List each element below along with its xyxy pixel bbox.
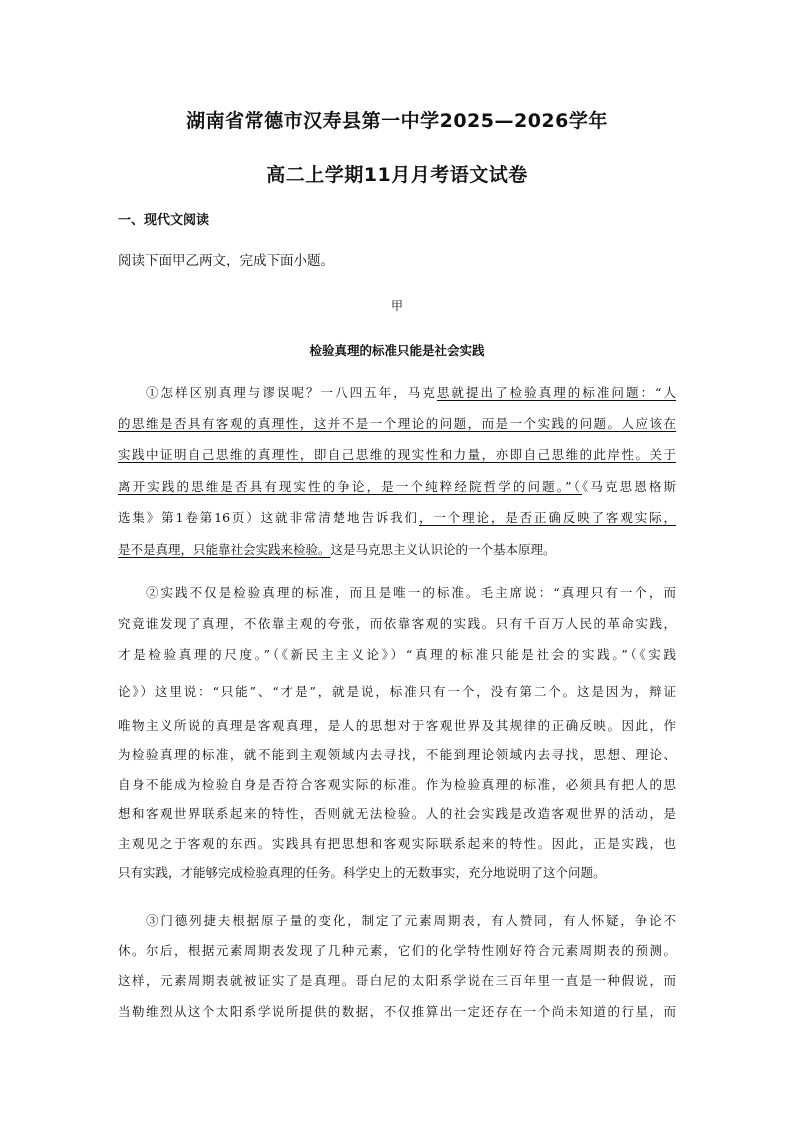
passage-line: 选集》第1卷第16页）这就非常清楚地告诉我们，一个理论，是否正确反映了客观实际， [118, 510, 676, 525]
passage-line: 的思维是否具有客观的真理性，这并不是一个理论的问题，而是一个实践的问题。人应该在 [118, 416, 676, 431]
passage-line: 是不是真理，只能靠社会实践来检验。这是马克思主义认识论的一个基本原理。 [118, 542, 556, 557]
article-title: 检验真理的标准只能是社会实践 [309, 343, 485, 358]
document-title-line-2: 高二上学期11月月考语文试卷 [266, 164, 528, 186]
passage-part-label: 甲 [390, 299, 403, 313]
passage-line: 这样，元素周期表就被证实了是真理。哥白尼的太阳系学说在三百年里一直是一种假说，而 [118, 973, 676, 988]
passage-line: 想和客观世界联系起来的特性，否则就无法检验。人的社会实践是改造客观世界的活动，是 [118, 806, 676, 821]
passage-line: 只有实践，才能够完成检验真理的任务。科学史上的无数事实，充分地说明了这个问题。 [118, 865, 606, 880]
passage-line: 为检验真理的标准，就不能到主观领域内去寻找，不能到理论领域内去寻找，思想、理论、 [118, 747, 676, 762]
passage-line: 主观见之于客观的东西。实践具有把思想和客观实际联系起来的特性。因此，正是实践，也 [118, 836, 676, 851]
passage-line: 论》）这里说：“只能”、“才是”，就是说，标准只有一个，没有第二个。这是因为，辩证 [118, 684, 676, 699]
passage-line: 唯物主义所说的真理是客观真理，是人的思想对于客观世界及其规律的正确反映。因此，作 [118, 718, 676, 733]
section-heading: 一、现代文阅读 [118, 213, 210, 228]
passage-line: ③门德列捷夫根据原子量的变化，制定了元素周期表，有人赞同，有人怀疑，争论不 [146, 913, 676, 928]
passage-line: 才是检验真理的尺度。”（《新民主主义论》）“真理的标准只能是社会的实践。”（《实践 [118, 647, 676, 662]
passage-line: 离开实践的思维是否具有现实性的争论，是一个纯粹经院哲学的问题。”（《马克思恩格斯 [118, 479, 676, 494]
passage-line: 休。尔后，根据元素周期表发现了几种元素，它们的化学特性刚好符合元素周期表的预测。 [118, 943, 676, 958]
document-title-line-1: 湖南省常德市汉寿县第一中学2025—2026学年 [186, 110, 608, 132]
reading-instruction: 阅读下面甲乙两文，完成下面小题。 [118, 253, 334, 269]
passage-line: 究竟谁发现了真理，不依靠主观的夸张，而依靠客观的实践。只有千百万人民的革命实践， [118, 616, 676, 631]
passage-line: ②实践不仅是检验真理的标准，而且是唯一的标准。毛主席说：“真理只有一个，而 [146, 585, 676, 600]
passage-line: ①怎样区别真理与谬误呢？一八四五年，马克思就提出了检验真理的标准问题：“人 [146, 385, 676, 400]
passage-line: 实践中证明自己思维的真理性，即自己思维的现实性和力量，亦即自己思维的此岸性。关于 [118, 447, 676, 462]
passage-line: 自身不能成为检验自身是否符合客观实际的标准。作为检验真理的标准，必须具有把人的思 [118, 777, 676, 792]
passage-line: 当勒维烈从这个太阳系学说所提供的数据，不仅推算出一定还存在一个尚未知道的行星，而 [118, 1004, 676, 1019]
